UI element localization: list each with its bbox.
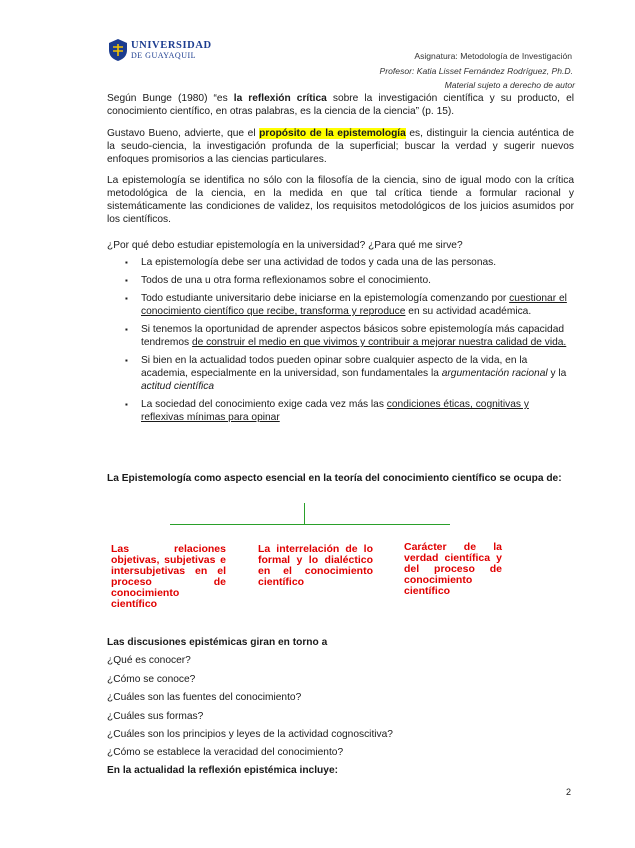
paragraph-epistemology: La epistemología se identifica no sólo con la filosofía de la ciencia, sino de igual modo con la crítica metodológica de la ciencia, en la medida en que tal crítica tiende a formular racional y sistemáticamente las condiciones de validez, los requisitos metodológicos de los juicios asumidos por los científicos.: [107, 175, 574, 225]
bullet-icon: ▪: [125, 325, 128, 334]
list-item: ▪ La epistemología debe ser una actividad de todos y cada una de las personas.: [125, 257, 497, 268]
diagram-box-interrelation: La interrelación de lo formal y lo dialéctico en el conocimiento científico: [258, 543, 373, 588]
question-item: ¿Qué es conocer?: [107, 655, 191, 666]
question-item: ¿Cuáles sus formas?: [107, 711, 204, 722]
copyright-line: Material sujeto a derecho de autor: [444, 80, 575, 90]
diagram-box-relations: Las relaciones objetivas, subjetivas e intersubjetivas en el proceso de conocimiento científico: [111, 543, 226, 610]
logo-name-line2: DE GUAYAQUIL: [131, 51, 197, 60]
bullet-icon: ▪: [125, 276, 128, 285]
bullet-icon: ▪: [125, 294, 128, 303]
subject-line: Asignatura: Metodología de Investigación: [414, 51, 572, 61]
question-item: ¿Cuáles son los principios y leyes de la actividad cognoscitiva?: [107, 729, 393, 740]
university-logo: [107, 38, 212, 64]
question-item: ¿Cómo se conoce?: [107, 674, 196, 685]
diagram-connector-horizontal: [170, 524, 450, 525]
question-item: ¿Cómo se establece la veracidad del conocimiento?: [107, 747, 344, 758]
list-item: ▪ Si tenemos la oportunidad de aprender aspectos básicos sobre epistemología más capacidad tendremos de construir el medio en que vivimos y contribuir a mejorar nuestra calidad de vida.: [125, 324, 567, 348]
list-item: ▪ Si bien en la actualidad todos pueden opinar sobre cualquier aspecto de la vida, en la academia, especialmente en la universidad, son fundamentales la argumentación racional y la actitud científica: [125, 355, 567, 392]
crest-icon: [107, 38, 129, 62]
diagram-connector-vertical: [304, 503, 305, 525]
section-heading-discussions: Las discusiones epistémicas giran en torno a: [107, 637, 328, 648]
question-item: ¿Cuáles son las fuentes del conocimiento?: [107, 692, 302, 703]
list-item: ▪ Todo estudiante universitario debe iniciarse en la epistemología comenzando por cuestionar el conocimiento científico que recibe, transforma y reproduce en su actividad académica.: [125, 293, 567, 317]
list-item: ▪ Todos de una u otra forma reflexionamos sobre el conocimiento.: [125, 275, 431, 286]
bullet-list: [107, 256, 574, 429]
question-why-study: ¿Por qué debo estudiar epistemología en la universidad? ¿Para qué me sirve?: [107, 240, 463, 251]
section-heading-reflection: En la actualidad la reflexión epistémica incluye:: [107, 765, 338, 776]
section-heading-epistemology: La Epistemología como aspecto esencial en la teoría del conocimiento científico se ocupa de:: [107, 473, 562, 484]
bullet-icon: ▪: [125, 356, 128, 365]
diagram-box-truth: Carácter de la verdad científica y del proceso de conocimiento científico: [404, 541, 502, 597]
bullet-icon: ▪: [125, 400, 128, 409]
highlighted-phrase: propósito de la epistemología: [259, 128, 406, 139]
professor-line: Profesor: Katia Lisset Fernández Rodríguez, Ph.D.: [379, 66, 573, 76]
paragraph-bueno: Gustavo Bueno, advierte, que el propósito de la epistemología es, distinguir la ciencia auténtica de la seudo-ciencia, la investigación profunda de la superficial; buscar la verdad y sugerir nuevos enfoques promisorios a las ciencias particulares.: [107, 128, 574, 165]
bold-phrase: la reflexión crítica: [233, 93, 327, 104]
bullet-icon: ▪: [125, 258, 128, 267]
page-number: 2: [566, 787, 572, 797]
paragraph-bunge: Según Bunge (1980) “es la reflexión crítica sobre la investigación científica y su producto, el conocimiento científico, en otras palabras, es la ciencia de la ciencia” (p. 15).: [107, 93, 574, 117]
list-item: ▪ La sociedad del conocimiento exige cada vez más las condiciones éticas, cognitivas y reflexivas mínimas para opinar: [125, 399, 529, 423]
logo-name-line1: UNIVERSIDAD: [131, 40, 212, 51]
